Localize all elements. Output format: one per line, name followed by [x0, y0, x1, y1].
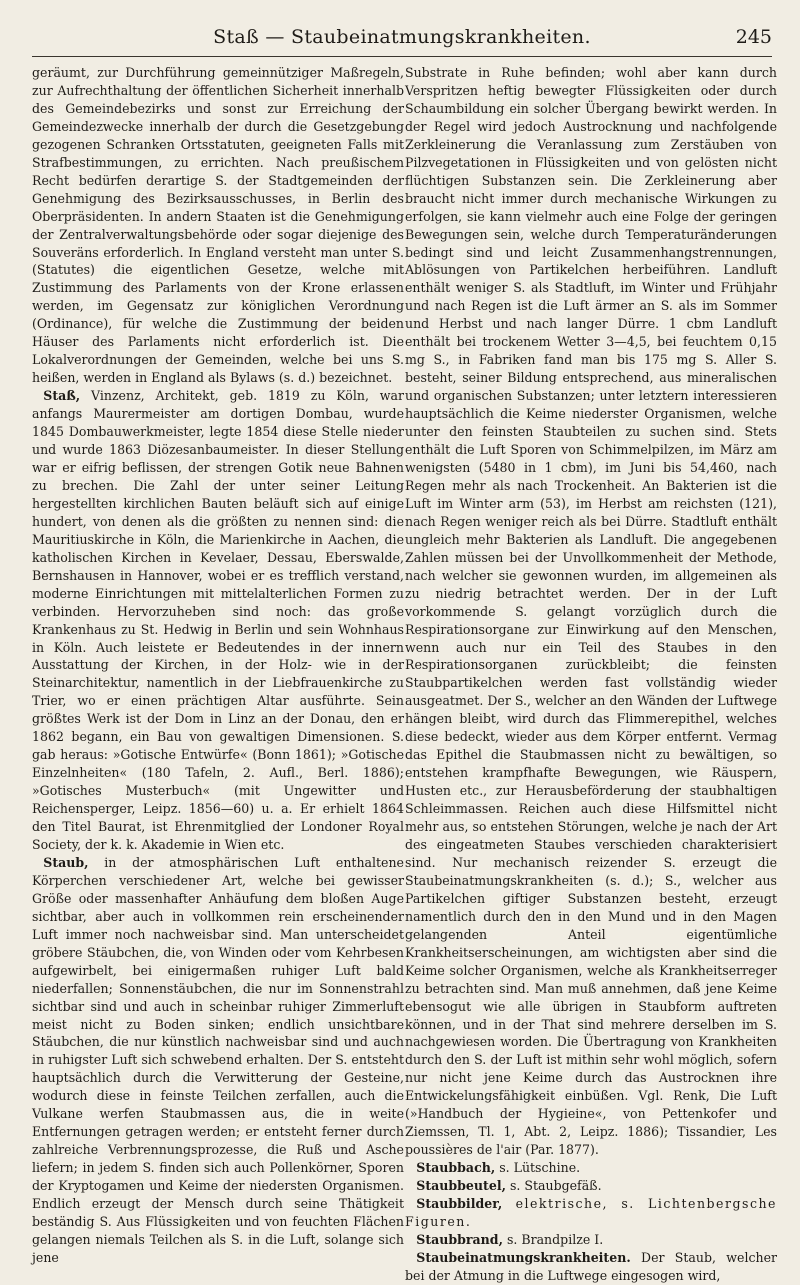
entry-staubbilder-text: elektrische, s. Lichtenbergsche Figuren.: [405, 1196, 777, 1229]
lemma-staubbrand: Staubbrand,: [416, 1231, 503, 1247]
running-title: Staß — Staubeinatmungskrankheiten.: [213, 26, 591, 48]
entry-stass-text: Vinzenz, Architekt, geb. 1819 zu Köln, war anfangs Maurermeister am dortigen Dombau, wurde 1845 Dombauwerkmeister, legte 1854 diese Stelle nieder und wurde 1863 Diözesanbaumeister. In dieser Stellung war er eifrig beflissen, der strengen Gotik neue Bahnen zu brechen. Die Zahl der unter seiner Leitung hergestellten kirchlichen Bauten beläuft sich auf einige hundert, von denen als die größten zu nennen sind: die Mauritiuskirche in Köln, die Marienkirche in Aachen, die katholischen Kirchen in Kevelaer, Dessau, Eberswalde, Bernshausen in Hannover, wobei er es trefflich verstand, moderne Einrichtungen mit mittelalterlichen Formen zu verbinden. Hervorzuheben sind noch: das große Krankenhaus zu St. Hedwig in Berlin und sein Wohnhaus in Köln. Auch leistete er Bedeutendes in der innern Ausstattung der Kirchen, in der Holz- wie in der Steinarchitektur, namentlich in der Liebfrauenkirche zu Trier, wo er einen prächtigen Altar ausführte. Sein größtes Werk ist der Dom in Linz an der Donau, den er 1862 begann, ein Bau von gewaltigen Dimensionen. S. gab heraus: »Gotische Entwürfe« (Bonn 1861); »Gotische Einzelnheiten« (180 Tafeln, 2. Aufl., Berl. 1886); »Gotisches Musterbuch« (mit Ungewitter und Reichensperger, Leipz. 1856—60) u. a. Er erhielt 1864 den Titel Baurat, ist Ehrenmitglied der Londoner Royal Society, der k. k. Akademie in Wien etc.: [32, 388, 404, 852]
entry-staubbeutel: [405, 1177, 777, 1195]
statute-paragraph: geräumt, zur Durchführung gemeinnütziger Maßregeln, zur Aufrechthaltung der öffentlichen Sicherheit innerhalb des Gemeindebezirks und sonst zur Erreichung der Gemeindezwecke innerhalb der durch die Gesetzgebung gezogenen Schranken Ortsstatuten, geeigneten Falls mit Strafbestimmungen, zu errichten. Nach preußischem Recht bedürfen derartige S. der Stadtgemeinden der Genehmigung des Bezirksausschusses, in Berlin des Oberpräsidenten. In andern Staaten ist die Genehmigung der Zentralverwaltungsbehörde oder sogar diejenige des Souveräns erforderlich. In England versteht man unter S. (Statutes) die eigentlichen Gesetze, welche mit Zustimmung des Parlaments von der Krone erlassen werden, im Gegensatz zur königlichen Verordnung (Ordinance), für welche die Zustimmung der beiden Häuser des Parlaments nicht erforderlich ist. Die Lokalverordnungen der Gemeinden, welche bei uns S. heißen, werden in England als Bylaws (s. d.) bezeichnet.: [32, 65, 404, 386]
entry-staubeinatmungskrankheiten-text: Der Staub, welcher bei der Atmung in die Luftwege eingesogen wird,: [405, 1249, 777, 1283]
lemma-staub: Staub,: [43, 854, 89, 870]
running-header: [32, 22, 772, 57]
entry-staubeinatmungskrankheiten: [405, 1249, 777, 1285]
entry-staub: [32, 854, 404, 1267]
lemma-staubbeutel: Staubbeutel,: [416, 1178, 506, 1194]
entry-staubbrand-text: s. Brandpilze I.: [502, 1231, 604, 1247]
right-column: [405, 64, 777, 1285]
lemma-staubeinatmungskrankheiten: Staubeinatmungskrankheiten.: [416, 1249, 631, 1265]
entry-staubbeutel-text: s. Staubgefäß.: [505, 1178, 602, 1194]
entry-staubbach-text: s. Lütschine.: [495, 1160, 581, 1176]
lemma-staubbach: Staubbach,: [416, 1160, 496, 1176]
page-number: 245: [735, 26, 772, 48]
entry-stass: [32, 387, 404, 854]
entry-staubbilder: [405, 1195, 777, 1231]
left-column: [32, 64, 404, 1267]
entry-staubbach: [405, 1159, 777, 1177]
lemma-stass: Staß,: [43, 388, 81, 404]
staub-continuation: Substrate in Ruhe befinden; wohl aber kann durch Verspritzen heftig bewegter Flüssigkeiten oder durch Schaumbildung ein solcher Übergang bewirkt werden. In der Regel wird jedoch Austrocknung und nachfolgende Zerkleinerung die Veranlassung zum Zerstäuben von Pilzvegetationen in Flüssigkeiten und von gelösten nicht flüchtigen Substanzen sein. Die Zerkleinerung aber braucht nicht immer durch mechanische Wirkungen zu erfolgen, sie kann vielmehr auch eine Folge der geringen Bewegungen sein, welche durch Temperaturänderungen bedingt sind und leicht Zusammenhangstrennungen, Ablösungen von Partikelchen herbeiführen. Landluft enthält weniger S. als Stadtluft, im Winter und Frühjahr und nach Regen ist die Luft ärmer an S. als im Sommer und Herbst und nach langer Dürre. 1 cbm Landluft enthält bei trockenem Wetter 3—4,5, bei feuchtem 0,15 mg S., in Fabriken fand man bis 175 mg S. Aller S. besteht, seiner Bildung entsprechend, aus mineralischen und organischen Substanzen; unter letztern interessieren hauptsächlich die Keime niederster Organismen, welche unter den feinsten Staubteilen zu suchen sind. Stets enthält die Luft Sporen von Schimmelpilzen, im März am wenigsten (5480 in 1 cbm), im Juni bis 54,460, nach Regen mehr als nach Trockenheit. An Bakterien ist die Luft im Winter arm (53), im Herbst am reichsten (121), nach Regen weniger reich als bei Dürre. Stadtluft enthält ungleich mehr Bakterien als Landluft. Die angegebenen Zahlen müssen bei der Unvollkommenheit der Methode, nach welcher sie gewonnen wurden, im allgemeinen als zu niedrig betrachtet werden. Der in der Luft vorkommende S. gelangt vorzüglich durch die Respirationsorgane zur Einwirkung auf den Menschen, wenn auch nur ein Teil des Staubes in den Respirationsorganen zurückbleibt; die feinsten Staubpartikelchen werden fast vollständig wieder ausgeatmet. Der S., welcher an den Wänden der Luftwege hängen bleibt, wird durch das Flimmerepithel, welches diese bedeckt, wieder aus dem Körper entfernt. Vermag das Epithel die Staubmassen nicht zu bewältigen, so entstehen krampfhafte Bewegungen, wie Räuspern, Husten etc., zur Herausbeförderung der staubhaltigen Schleimmassen. Reichen auch diese Hilfsmittel nicht mehr aus, so entstehen Störungen, welche je nach der Art des eingeatmeten Staubes verschieden charakterisiert sind. Nur mechanisch reizender S. erzeugt die Staubeinatmungskrankheiten (s. d.); S., welcher aus Partikelchen giftiger Substanzen besteht, erzeugt namentlich durch den in den Mund und in den Magen gelangenden Anteil eigentümliche Krankheitserscheinungen, am wichtigsten aber sind die Keime solcher Organismen, welche als Krankheitserreger zu betrachten sind. Man muß annehmen, daß jene Keime ebensogut wie alle übrigen in Staubform auftreten können, und in der That sind mehrere derselben im S. nachgewiesen worden. Die Übertragung von Krankheiten durch den S. der Luft ist mithin sehr wohl möglich, sofern nur nicht jene Keime durch das Austrocknen ihre Entwickelungsfähigkeit einbüßen. Vgl. Renk, Die Luft (»Handbuch der Hygieine«, von Pettenkofer und Ziemssen, Tl. 1, Abt. 2, Leipz. 1886); Tissandier, Les poussières de l'air (Par. 1877).: [405, 65, 777, 1158]
entry-staub-text: in der atmosphärischen Luft enthaltene Körperchen verschiedener Art, welche bei gewisser Größe oder massenhafter Anhäufung dem bloßen Auge sichtbar, aber auch in vollkommen rein erscheinender Luft immer noch nachweisbar sind. Man unterscheidet gröbere Stäubchen, die, von Winden oder vom Kehrbesen aufgewirbelt, bei einigermaßen ruhiger Luft bald niederfallen; Sonnenstäubchen, die nur im Sonnenstrahl sichtbar sind und auch in scheinbar ruhiger Zimmerluft meist nicht zu Boden sinken; endlich unsichtbare Stäubchen, die nur künstlich nachweisbar sind und auch in ruhigster Luft sich schwebend erhalten. Der S. entsteht hauptsächlich durch die Verwitterung der Gesteine, wodurch diese in feinste Teilchen zerfallen, auch die Vulkane werfen Staubmassen aus, die in weite Entfernungen getragen werden; er entsteht ferner durch zahlreiche Verbrennungsprozesse, die Ruß und Asche liefern; in jedem S. finden sich auch Pollenkörner, Sporen der Kryptogamen und Keime der niedersten Organismen. Endlich erzeugt der Mensch durch seine Thätigkeit beständig S. Aus Flüssigkeiten und von feuchten Flächen gelangen niemals Teilchen als S. in die Luft, solange sich jene: [32, 854, 404, 1265]
lemma-staubbilder: Staubbilder,: [416, 1196, 503, 1212]
entry-staubbrand: [405, 1231, 777, 1249]
